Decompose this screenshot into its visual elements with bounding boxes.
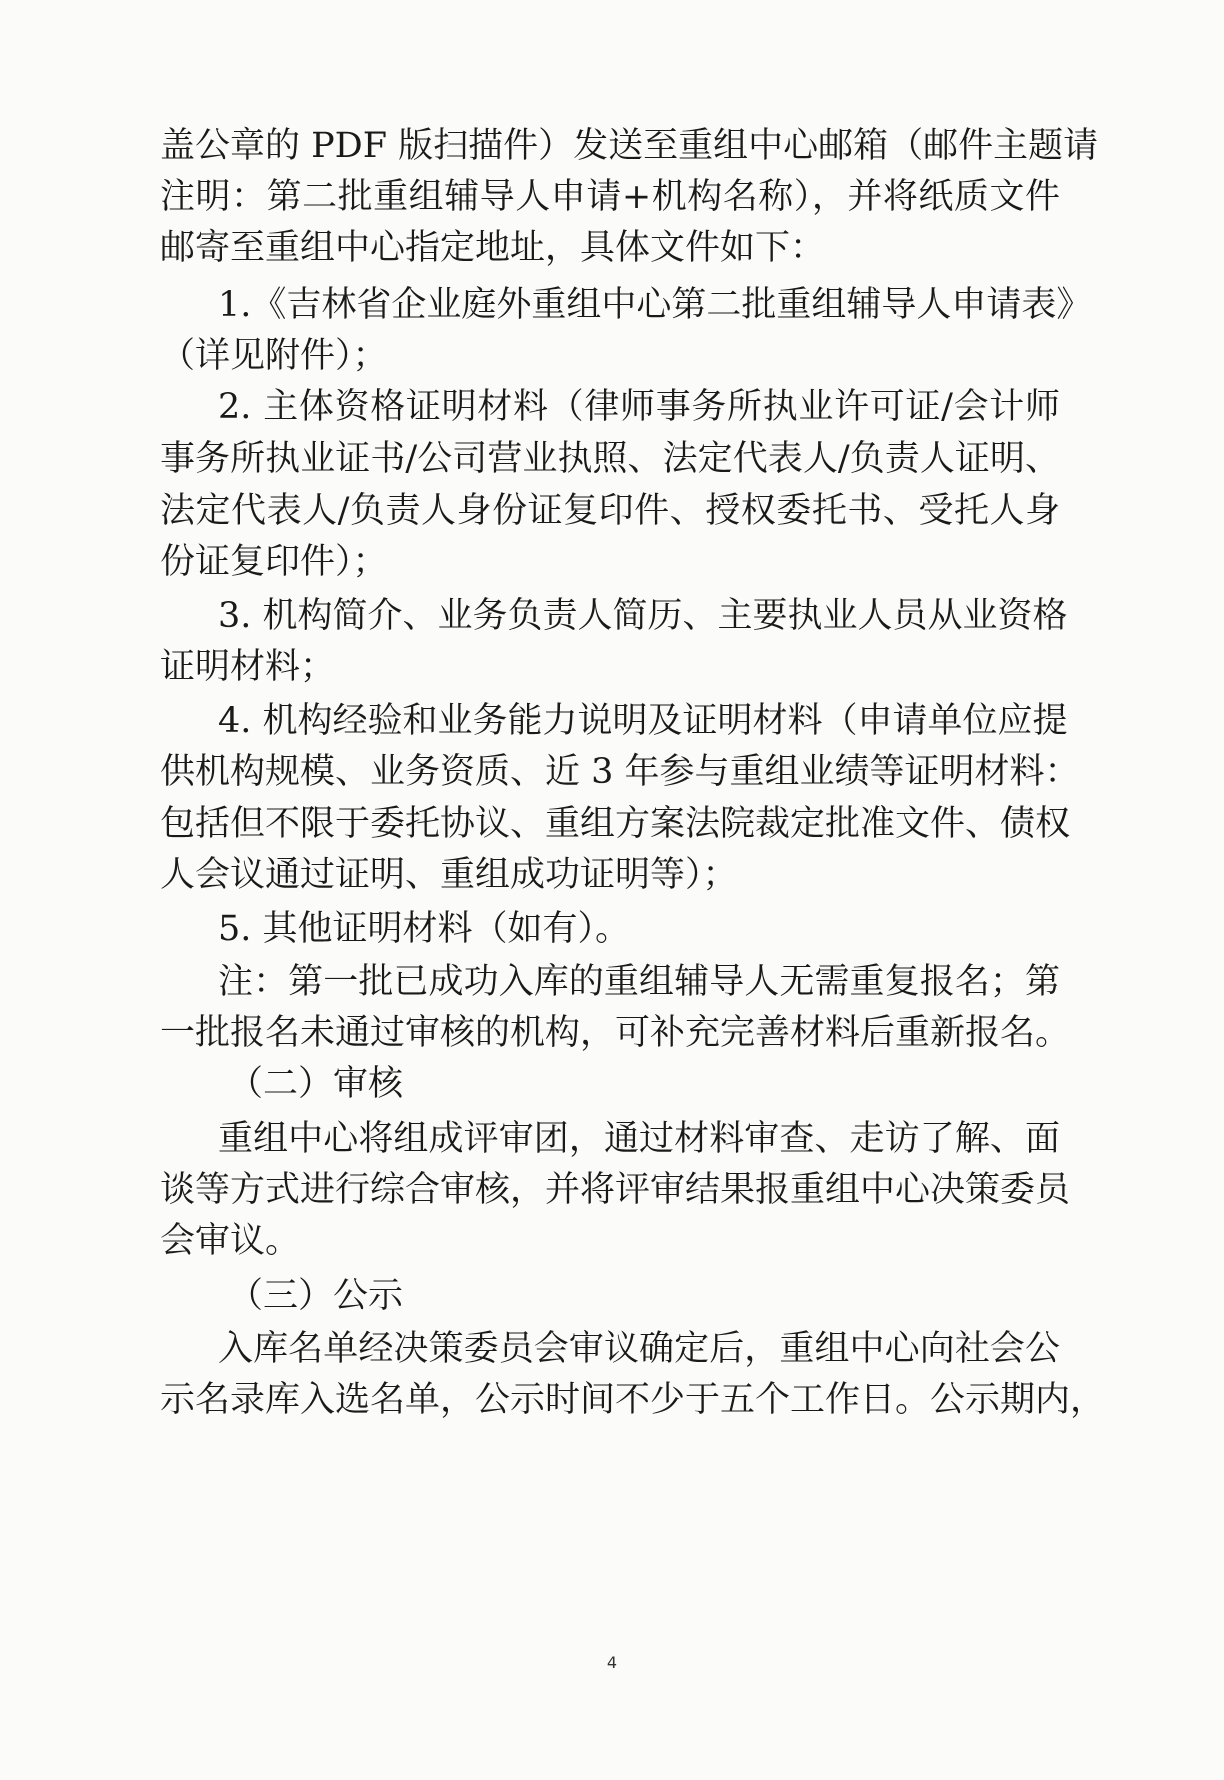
- text-line: （详见附件）；: [160, 336, 388, 376]
- list-item-4: 4. 机构经验和业务能力说明及证明材料（申请单位应提: [218, 701, 1068, 741]
- text-line: 谈等方式进行综合审核，并将评审结果报重组中心决策委员: [160, 1170, 1071, 1210]
- section-heading-review: （二）审核: [228, 1064, 404, 1104]
- text-line: 重组中心将组成评审团，通过材料审查、走访了解、面: [218, 1119, 1060, 1159]
- text-line: 盖公章的 PDF 版扫描件）发送至重组中心邮箱（邮件主题请: [160, 126, 1099, 166]
- list-item-1: 1.《吉林省企业庭外重组中心第二批重组辅导人申请表》: [218, 285, 1092, 325]
- section-heading-publicity: （三）公示: [228, 1276, 404, 1316]
- text-line: 法定代表人/负责人身份证复印件、授权委托书、受托人身: [160, 491, 1060, 531]
- text-line: 一批报名未通过审核的机构，可补充完善材料后重新报名。: [160, 1013, 1071, 1053]
- text-line: 供机构规模、业务资质、近 3 年参与重组业绩等证明材料：: [160, 752, 1080, 792]
- text-line: 注明：第二批重组辅导人申请+机构名称），并将纸质文件: [160, 177, 1060, 217]
- list-item-3: 3. 机构简介、业务负责人简历、主要执业人员从业资格: [218, 596, 1068, 636]
- text-line: 示名录库入选名单，公示时间不少于五个工作日。公示期内，: [160, 1380, 1106, 1420]
- note-line: 注：第一批已成功入库的重组辅导人无需重复报名；第: [218, 962, 1060, 1002]
- text-line: 入库名单经决策委员会审议确定后，重组中心向社会公: [218, 1329, 1060, 1369]
- list-item-2: 2. 主体资格证明材料（律师事务所执业许可证/会计师: [218, 387, 1060, 427]
- text-line: 邮寄至重组中心指定地址，具体文件如下：: [160, 228, 826, 268]
- list-item-5: 5. 其他证明材料（如有）。: [218, 909, 631, 949]
- text-line: 事务所执业证书/公司营业执照、法定代表人/负责人证明、: [160, 439, 1060, 479]
- page-number: 4: [606, 1653, 618, 1672]
- text-line: 人会议通过证明、重组成功证明等）；: [160, 855, 738, 895]
- text-line: 会审议。: [160, 1221, 301, 1261]
- text-line: 份证复印件）；: [160, 542, 388, 582]
- text-line: 证明材料；: [160, 647, 336, 687]
- text-line: 包括但不限于委托协议、重组方案法院裁定批准文件、债权: [160, 804, 1071, 844]
